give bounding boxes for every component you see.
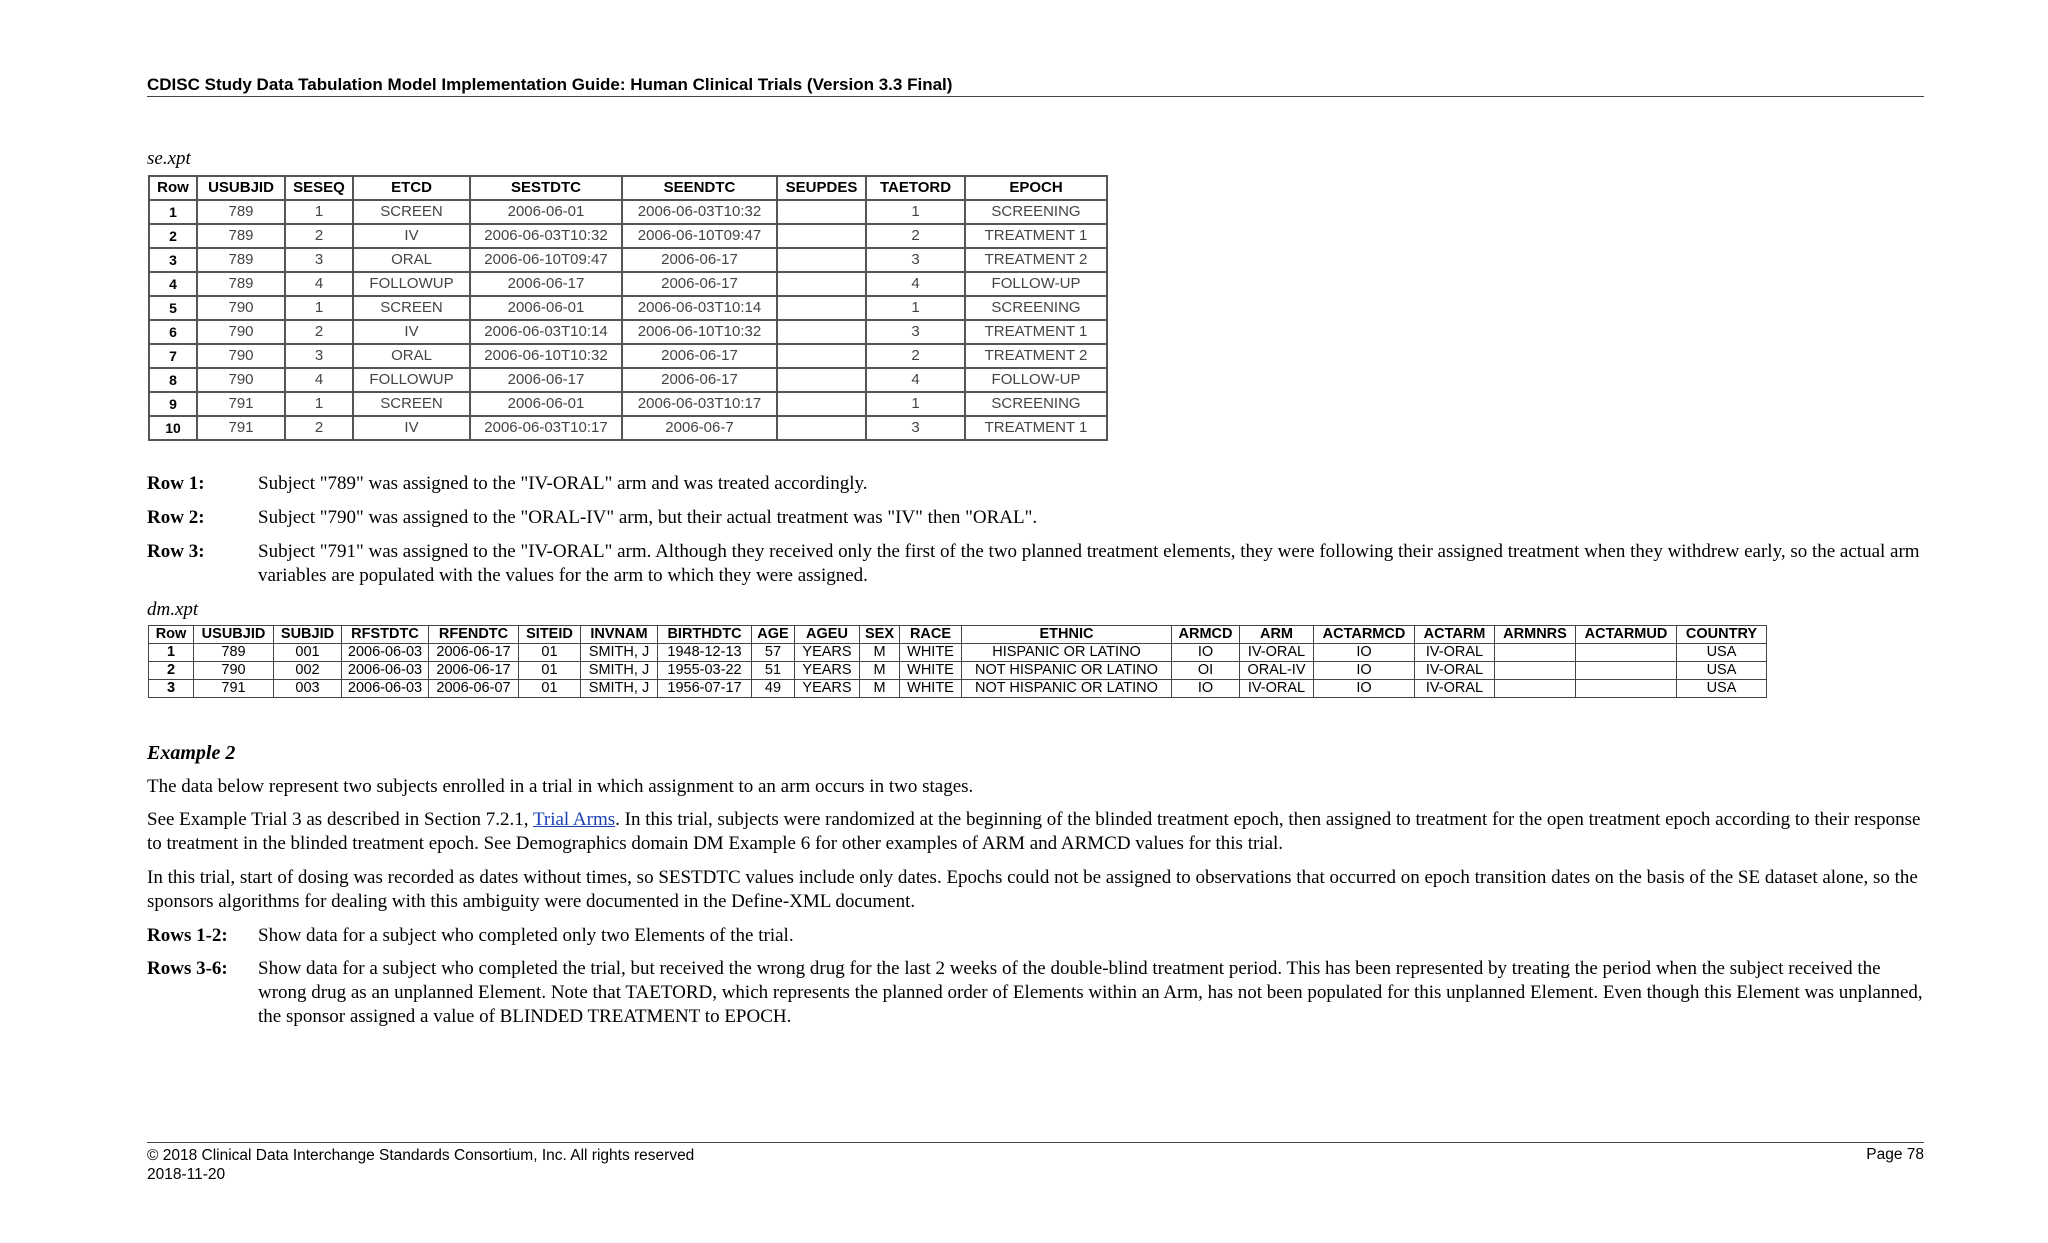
- se-table-row: [149, 272, 1107, 296]
- se-table: [148, 175, 1108, 441]
- dm-cell-actarmcd: IO: [1314, 680, 1415, 698]
- dm-cell-armnrs: [1495, 662, 1576, 680]
- se-cell-sestdtc: 2006-06-01: [470, 392, 622, 416]
- dm-cell-race: WHITE: [900, 680, 962, 698]
- footer-rule: [147, 1142, 1924, 1143]
- se-cell-etcd: IV: [353, 320, 470, 344]
- se-cell-taetord: 2: [866, 344, 965, 368]
- se-table-row: [149, 416, 1107, 440]
- example-2-note-text: Show data for a subject who completed the trial, but received the wrong drug for the last 2 weeks of the double-blind treatment period. This has been represented by treating the period when the subject received the wrong drug as an unplanned Element. Note that TAETORD, which represents the planned order of Elements within an Arm, has not been populated for this unplanned Element. Even though this Element was unplanned, the sponsor assigned a value of BLINDED TREATMENT to EPOCH.: [258, 958, 1923, 1027]
- example-2-note-text: Show data for a subject who completed only two Elements of the trial.: [258, 925, 794, 946]
- dm-cell-country: USA: [1677, 680, 1767, 698]
- dm-cell-armcd: OI: [1172, 662, 1240, 680]
- se-cell-sestdtc: 2006-06-17: [470, 368, 622, 392]
- se-cell-sestdtc: 2006-06-03T10:17: [470, 416, 622, 440]
- dm-cell-country: USA: [1677, 662, 1767, 680]
- dm-cell-rfendtc: 2006-06-17: [429, 644, 519, 662]
- dm-cell-actarmcd: IO: [1314, 662, 1415, 680]
- se-cell-taetord: 3: [866, 248, 965, 272]
- se-col-row: Row: [149, 176, 197, 200]
- se-cell-seendtc: 2006-06-17: [622, 368, 777, 392]
- se-cell-etcd: IV: [353, 224, 470, 248]
- se-cell-usubjid: 790: [197, 344, 285, 368]
- se-note-label: Row 2:: [147, 507, 205, 528]
- dm-cell-age: 51: [752, 662, 795, 680]
- example-2-paragraph-2: [147, 808, 1927, 856]
- footer-left: [147, 1146, 694, 1184]
- se-cell-row: 2: [149, 224, 197, 248]
- se-cell-sestdtc: 2006-06-03T10:14: [470, 320, 622, 344]
- se-note: [147, 506, 1927, 530]
- se-cell-usubjid: 789: [197, 248, 285, 272]
- se-note-label: Row 3:: [147, 541, 205, 562]
- se-cell-row: 10: [149, 416, 197, 440]
- se-cell-epoch: TREATMENT 1: [965, 320, 1107, 344]
- se-cell-seendtc: 2006-06-03T10:14: [622, 296, 777, 320]
- se-table-row: [149, 392, 1107, 416]
- se-note-text: Subject "789" was assigned to the "IV-ORAL" arm and was treated accordingly.: [258, 473, 868, 494]
- dm-col-row: Row: [149, 626, 194, 644]
- se-table-row: [149, 368, 1107, 392]
- se-cell-row: 9: [149, 392, 197, 416]
- se-cell-seseq: 3: [285, 248, 353, 272]
- dm-table: [148, 625, 1767, 698]
- dm-dataset-name: dm.xpt: [147, 599, 199, 620]
- dm-col-actarmcd: ACTARMCD: [1314, 626, 1415, 644]
- dm-col-birthdtc: BIRTHDTC: [658, 626, 752, 644]
- se-cell-etcd: FOLLOWUP: [353, 368, 470, 392]
- dm-cell-row: 2: [149, 662, 194, 680]
- se-cell-row: 7: [149, 344, 197, 368]
- se-cell-sestdtc: 2006-06-01: [470, 200, 622, 224]
- dm-cell-country: USA: [1677, 644, 1767, 662]
- footer-page-number: Page 78: [1866, 1146, 1924, 1163]
- se-cell-seendtc: 2006-06-10T10:32: [622, 320, 777, 344]
- trial-arms-link[interactable]: Trial Arms: [532, 809, 616, 830]
- se-cell-seseq: 3: [285, 344, 353, 368]
- dm-col-usubjid: USUBJID: [194, 626, 274, 644]
- se-cell-epoch: SCREENING: [965, 200, 1107, 224]
- se-cell-seseq: 2: [285, 416, 353, 440]
- se-col-seendtc: SEENDTC: [622, 176, 777, 200]
- se-cell-etcd: SCREEN: [353, 200, 470, 224]
- dm-cell-invnam: SMITH, J: [581, 680, 658, 698]
- dm-cell-ageu: YEARS: [795, 680, 860, 698]
- se-cell-usubjid: 791: [197, 416, 285, 440]
- example-2-paragraph-3: In this trial, start of dosing was recorded as dates without times, so SESTDTC values include only dates. Epochs could not be assigned to observations that occurred on epoch transition dates on the basis of the SE dataset alone, so the sponsors algorithms for dealing with this ambiguity were documented in the Define-XML document.: [147, 867, 1918, 912]
- example-2-paragraph-1: The data below represent two subjects enrolled in a trial in which assignment to an arm occurs in two stages.: [147, 776, 974, 797]
- dm-col-race: RACE: [900, 626, 962, 644]
- se-table-row: [149, 296, 1107, 320]
- se-cell-seseq: 2: [285, 320, 353, 344]
- example-2-note-label: Rows 3-6:: [147, 958, 228, 979]
- dm-cell-actarmud: [1576, 662, 1677, 680]
- se-cell-seupdes: [777, 248, 866, 272]
- footer-copyright: © 2018 Clinical Data Interchange Standards Consortium, Inc. All rights reserved: [147, 1147, 695, 1164]
- se-cell-sestdtc: 2006-06-10T09:47: [470, 248, 622, 272]
- se-cell-row: 8: [149, 368, 197, 392]
- dm-cell-arm: IV-ORAL: [1240, 680, 1314, 698]
- dm-cell-rfendtc: 2006-06-07: [429, 680, 519, 698]
- se-cell-sestdtc: 2006-06-03T10:32: [470, 224, 622, 248]
- dm-cell-usubjid: 790: [194, 662, 274, 680]
- dm-cell-ethnic: HISPANIC OR LATINO: [962, 644, 1172, 662]
- dm-cell-usubjid: 791: [194, 680, 274, 698]
- se-cell-epoch: SCREENING: [965, 392, 1107, 416]
- se-cell-etcd: SCREEN: [353, 296, 470, 320]
- dm-col-sex: SEX: [860, 626, 900, 644]
- se-cell-sestdtc: 2006-06-01: [470, 296, 622, 320]
- se-cell-epoch: FOLLOW-UP: [965, 368, 1107, 392]
- dm-cell-actarmud: [1576, 680, 1677, 698]
- se-cell-taetord: 4: [866, 272, 965, 296]
- se-cell-seupdes: [777, 200, 866, 224]
- dm-cell-sex: M: [860, 680, 900, 698]
- se-col-taetord: TAETORD: [866, 176, 965, 200]
- se-cell-seupdes: [777, 272, 866, 296]
- dm-cell-birthdtc: 1948-12-13: [658, 644, 752, 662]
- se-cell-usubjid: 790: [197, 296, 285, 320]
- se-cell-epoch: TREATMENT 2: [965, 248, 1107, 272]
- footer-date: 2018-11-20: [147, 1166, 226, 1183]
- dm-cell-sex: M: [860, 662, 900, 680]
- se-cell-taetord: 4: [866, 368, 965, 392]
- se-cell-usubjid: 789: [197, 224, 285, 248]
- se-col-usubjid: USUBJID: [197, 176, 285, 200]
- se-note: [147, 472, 1927, 496]
- se-header-row: [149, 176, 1107, 200]
- dm-col-armnrs: ARMNRS: [1495, 626, 1576, 644]
- se-cell-seseq: 1: [285, 296, 353, 320]
- se-cell-seendtc: 2006-06-7: [622, 416, 777, 440]
- se-cell-etcd: ORAL: [353, 248, 470, 272]
- se-cell-seupdes: [777, 320, 866, 344]
- se-cell-row: 4: [149, 272, 197, 296]
- header-rule: [147, 96, 1924, 97]
- dm-cell-birthdtc: 1956-07-17: [658, 680, 752, 698]
- se-cell-sestdtc: 2006-06-10T10:32: [470, 344, 622, 368]
- se-table-row: [149, 200, 1107, 224]
- dm-cell-birthdtc: 1955-03-22: [658, 662, 752, 680]
- dm-cell-invnam: SMITH, J: [581, 662, 658, 680]
- se-cell-seendtc: 2006-06-17: [622, 248, 777, 272]
- se-cell-usubjid: 789: [197, 200, 285, 224]
- dm-col-country: COUNTRY: [1677, 626, 1767, 644]
- dm-col-ageu: AGEU: [795, 626, 860, 644]
- se-cell-seendtc: 2006-06-17: [622, 272, 777, 296]
- example-2-note-label: Rows 1-2:: [147, 925, 228, 946]
- se-cell-row: 6: [149, 320, 197, 344]
- se-table-row: [149, 320, 1107, 344]
- dm-cell-arm: ORAL-IV: [1240, 662, 1314, 680]
- dm-col-rfstdtc: RFSTDTC: [342, 626, 429, 644]
- se-cell-usubjid: 791: [197, 392, 285, 416]
- dm-cell-ageu: YEARS: [795, 644, 860, 662]
- se-cell-etcd: IV: [353, 416, 470, 440]
- se-note-text: Subject "791" was assigned to the "IV-ORAL" arm. Although they received only the first of the two planned treatment elements, they were following their assigned treatment when they withdrew early, so the actual arm variables are populated with the values for the arm to which they were assigned.: [258, 541, 1920, 586]
- dm-cell-armnrs: [1495, 644, 1576, 662]
- dm-cell-ageu: YEARS: [795, 662, 860, 680]
- dm-cell-armcd: IO: [1172, 644, 1240, 662]
- dm-cell-age: 49: [752, 680, 795, 698]
- dm-cell-actarm: IV-ORAL: [1415, 662, 1495, 680]
- dm-cell-ethnic: NOT HISPANIC OR LATINO: [962, 662, 1172, 680]
- se-cell-taetord: 2: [866, 224, 965, 248]
- dm-cell-rfendtc: 2006-06-17: [429, 662, 519, 680]
- se-cell-etcd: SCREEN: [353, 392, 470, 416]
- se-cell-seupdes: [777, 296, 866, 320]
- se-cell-taetord: 1: [866, 200, 965, 224]
- se-cell-epoch: TREATMENT 2: [965, 344, 1107, 368]
- dm-cell-rfstdtc: 2006-06-03: [342, 680, 429, 698]
- se-cell-seendtc: 2006-06-03T10:17: [622, 392, 777, 416]
- dm-header-row: [149, 626, 1767, 644]
- dm-cell-invnam: SMITH, J: [581, 644, 658, 662]
- dm-cell-age: 57: [752, 644, 795, 662]
- dm-cell-rfstdtc: 2006-06-03: [342, 662, 429, 680]
- se-cell-taetord: 3: [866, 320, 965, 344]
- se-cell-usubjid: 790: [197, 320, 285, 344]
- se-cell-seupdes: [777, 344, 866, 368]
- se-table-row: [149, 344, 1107, 368]
- se-cell-etcd: FOLLOWUP: [353, 272, 470, 296]
- example-2-heading: Example 2: [147, 742, 236, 764]
- se-cell-seupdes: [777, 224, 866, 248]
- se-col-seseq: SESEQ: [285, 176, 353, 200]
- dm-table-row: [149, 644, 1767, 662]
- se-note-text: Subject "790" was assigned to the "ORAL-IV" arm, but their actual treatment was "IV" then "ORAL".: [258, 507, 1038, 528]
- dm-cell-rfstdtc: 2006-06-03: [342, 644, 429, 662]
- dm-cell-actarmcd: IO: [1314, 644, 1415, 662]
- dm-col-siteid: SITEID: [519, 626, 581, 644]
- dm-cell-arm: IV-ORAL: [1240, 644, 1314, 662]
- dm-body: [149, 644, 1767, 698]
- se-cell-epoch: TREATMENT 1: [965, 224, 1107, 248]
- dm-col-rfendtc: RFENDTC: [429, 626, 519, 644]
- se-dataset-name: se.xpt: [147, 148, 191, 169]
- se-note-label: Row 1:: [147, 473, 205, 494]
- se-col-epoch: EPOCH: [965, 176, 1107, 200]
- dm-cell-actarm: IV-ORAL: [1415, 644, 1495, 662]
- se-cell-seseq: 1: [285, 200, 353, 224]
- dm-cell-actarm: IV-ORAL: [1415, 680, 1495, 698]
- dm-cell-siteid: 01: [519, 644, 581, 662]
- se-col-sestdtc: SESTDTC: [470, 176, 622, 200]
- se-cell-seendtc: 2006-06-10T09:47: [622, 224, 777, 248]
- se-cell-epoch: SCREENING: [965, 296, 1107, 320]
- se-cell-taetord: 1: [866, 392, 965, 416]
- se-cell-row: 5: [149, 296, 197, 320]
- se-cell-seseq: 1: [285, 392, 353, 416]
- se-cell-sestdtc: 2006-06-17: [470, 272, 622, 296]
- se-cell-usubjid: 790: [197, 368, 285, 392]
- se-cell-seupdes: [777, 392, 866, 416]
- dm-cell-siteid: 01: [519, 680, 581, 698]
- se-cell-taetord: 3: [866, 416, 965, 440]
- dm-cell-row: 3: [149, 680, 194, 698]
- dm-cell-row: 1: [149, 644, 194, 662]
- dm-cell-sex: M: [860, 644, 900, 662]
- dm-table-row: [149, 680, 1767, 698]
- se-table-row: [149, 224, 1107, 248]
- paragraph-2-lead: See Example Trial 3 as described in Section 7.2.1,: [147, 809, 533, 830]
- dm-col-subjid: SUBJID: [274, 626, 342, 644]
- dm-table-row: [149, 662, 1767, 680]
- dm-cell-siteid: 01: [519, 662, 581, 680]
- dm-cell-subjid: 001: [274, 644, 342, 662]
- dm-cell-usubjid: 789: [194, 644, 274, 662]
- se-cell-row: 3: [149, 248, 197, 272]
- se-cell-etcd: ORAL: [353, 344, 470, 368]
- se-cell-epoch: TREATMENT 1: [965, 416, 1107, 440]
- dm-cell-armcd: IO: [1172, 680, 1240, 698]
- se-cell-seendtc: 2006-06-03T10:32: [622, 200, 777, 224]
- se-table-row: [149, 248, 1107, 272]
- se-cell-usubjid: 789: [197, 272, 285, 296]
- se-col-etcd: ETCD: [353, 176, 470, 200]
- dm-cell-subjid: 002: [274, 662, 342, 680]
- dm-col-age: AGE: [752, 626, 795, 644]
- example-2-note: [147, 957, 1927, 1029]
- dm-cell-race: WHITE: [900, 644, 962, 662]
- se-body: [149, 200, 1107, 440]
- paragraph-2-rest: . In this trial, subjects were randomized at the beginning of the blinded treatment epoch, then assigned to treatment for the open treatment epoch according to their response to treatment in the blinded treatment epoch. See Demographics domain DM Example 6 for other examples of ARM and ARMCD values for this trial.: [147, 809, 1921, 854]
- dm-col-invnam: INVNAM: [581, 626, 658, 644]
- se-cell-seupdes: [777, 368, 866, 392]
- dm-cell-ethnic: NOT HISPANIC OR LATINO: [962, 680, 1172, 698]
- se-cell-seupdes: [777, 416, 866, 440]
- dm-col-ethnic: ETHNIC: [962, 626, 1172, 644]
- dm-cell-actarmud: [1576, 644, 1677, 662]
- example-2-note: [147, 924, 1927, 948]
- se-cell-seseq: 2: [285, 224, 353, 248]
- se-cell-taetord: 1: [866, 296, 965, 320]
- document-header-title: CDISC Study Data Tabulation Model Implementation Guide: Human Clinical Trials (Version 3.3 Final): [147, 75, 953, 94]
- dm-cell-subjid: 003: [274, 680, 342, 698]
- se-cell-row: 1: [149, 200, 197, 224]
- se-cell-seseq: 4: [285, 368, 353, 392]
- dm-cell-armnrs: [1495, 680, 1576, 698]
- dm-col-armcd: ARMCD: [1172, 626, 1240, 644]
- se-col-seupdes: SEUPDES: [777, 176, 866, 200]
- se-cell-seendtc: 2006-06-17: [622, 344, 777, 368]
- dm-col-actarm: ACTARM: [1415, 626, 1495, 644]
- se-cell-epoch: FOLLOW-UP: [965, 272, 1107, 296]
- dm-col-actarmud: ACTARMUD: [1576, 626, 1677, 644]
- dm-cell-race: WHITE: [900, 662, 962, 680]
- dm-col-arm: ARM: [1240, 626, 1314, 644]
- se-cell-seseq: 4: [285, 272, 353, 296]
- se-note: [147, 540, 1927, 588]
